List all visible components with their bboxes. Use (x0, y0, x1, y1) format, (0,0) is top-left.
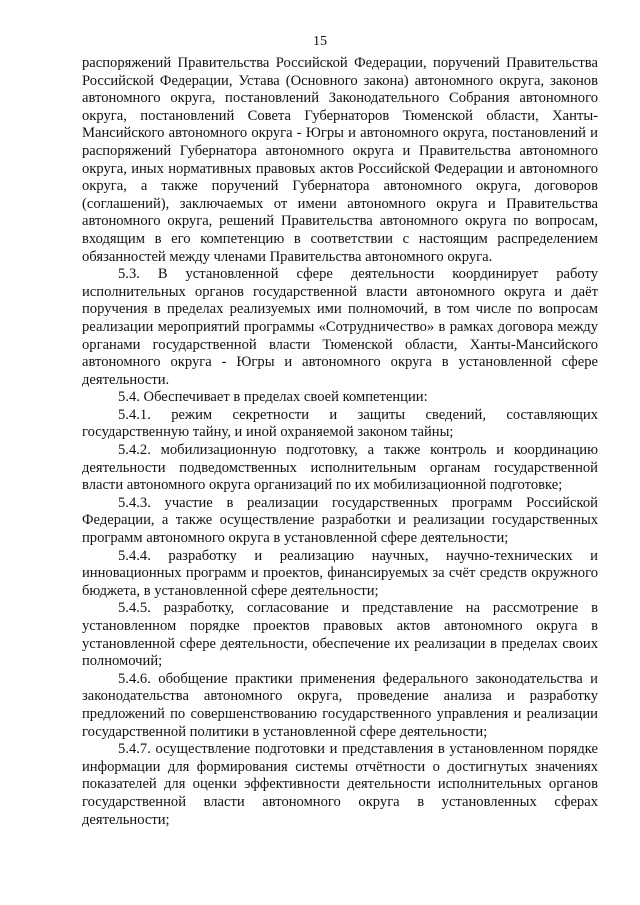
paragraph-5-4-4: 5.4.4. разработку и реализацию научных, научно-технических и инновационных программ и проектов, финансируемых за счёт средств окружного бюджета, в установленной сфере деятельности; (82, 547, 598, 599)
paragraph-5-4-7: 5.4.7. осуществление подготовки и представления в установленном порядке информации для формирования системы отчётности о достигнутых значениях показателей для оценки эффективности деятельности исполнительных органов государственной власти автономного округа в установленных сферах деятельности; (82, 741, 598, 828)
paragraph-5-4-3: 5.4.3. участие в реализации государственных программ Российской Федерации, а также осуществление разработки и реализации государственных программ автономного округа в установленной сфере деятельности; (82, 494, 598, 547)
paragraph-5-4: 5.4. Обеспечивает в пределах своей компетенции: (118, 389, 428, 406)
paragraph-5-4-6: 5.4.6. обобщение практики применения федерального законодательства и законодательства автономного округа, проведение анализа и разработку предложений по совершенствованию государственного управления и реализации государственной политики в установленной сфере деятельности; (82, 670, 598, 740)
paragraph-5-4-1: 5.4.1. режим секретности и защиты сведений, составляющих государственную тайну, и иной охраняемой законом тайны; (82, 406, 598, 441)
paragraph-5-4-2: 5.4.2. мобилизационную подготовку, а также контроль и координацию деятельности подведомственных исполнительным органам государственной власти автономного округа организаций по их мобилизационной подготовке; (82, 442, 598, 494)
document-body (82, 55, 598, 829)
paragraph-5-3: 5.3. В установленной сфере деятельности координирует работу исполнительных органов государственной власти автономного округа и даёт поручения в пределах реализуемых ими полномочий, в том числе по вопросам реализации мероприятий программы «Сотрудничество» в рамках договора между органами государственной власти Тюменской области, Ханты-Мансийского автономного округа - Югры и автономного округа в установленной сфере деятельности. (82, 266, 598, 388)
page-number: 15 (313, 34, 327, 49)
paragraph-continuation: распоряжений Правительства Российской Федерации, поручений Правительства Российской Федерации, Устава (Основного закона) автономного округа, законов автономного округа, постановлений Законодательного Собрания автономного округа, постановлений Совета Губернаторов Тюменской области, Ханты-Мансийского автономного округа - Югры и автономного округа, постановлений и распоряжений Губернатора автономного округа и Правительства автономного округа, иных нормативных правовых актов Российской Федерации и автономного округа, а также поручений Губернатора автономного округа, договоров (соглашений), заключаемых от имени автономного округа и Правительства автономного округа, решений Правительства автономного округа по вопросам, входящим в его компетенцию в соответствии с настоящим распределением обязанностей между членами Правительства автономного округа. (82, 55, 598, 265)
paragraph-5-4-5: 5.4.5. разработку, согласование и представление на рассмотрение в установленном порядке проектов правовых актов автономного округа в установленной сфере деятельности, обеспечение их реализации в пределах своих полномочий; (82, 600, 598, 670)
